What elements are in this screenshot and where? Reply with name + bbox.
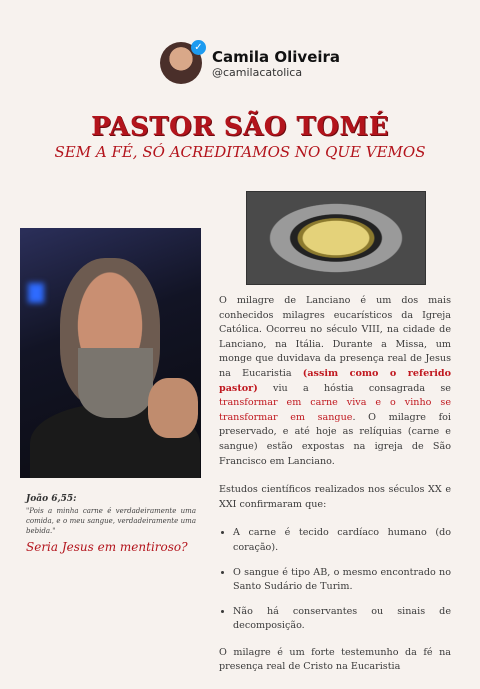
text-span: . O milagre foi preservado, e até hoje as relíquias (carne e sangue) estão expostas na igreja de São Francisco em Lanciano.: [219, 411, 451, 467]
photo-beard: [78, 348, 153, 418]
verified-icon: ✓: [191, 40, 206, 55]
page-title: PASTOR SÃO TOMÉ: [90, 112, 389, 142]
profile-handle[interactable]: @camilacatolica: [212, 65, 303, 79]
pastor-photo: [20, 228, 201, 478]
profile-name[interactable]: Camila Oliveira: [212, 47, 341, 66]
list-item: • A carne é tecido cardíaco humano (do coração).: [233, 526, 451, 555]
highlight-text: (assim como o referido pastor): [219, 367, 451, 394]
profile-header: [160, 42, 340, 84]
findings-list: [219, 526, 451, 634]
relic-image: [246, 191, 426, 285]
highlight-text: transformar em carne viva e o vinho se transformar em sangue: [219, 397, 451, 423]
text-span: viu a hóstia consagrada se: [257, 382, 451, 394]
article-paragraph-1: [219, 294, 451, 469]
avatar[interactable]: [160, 42, 202, 84]
list-item: • Não há conservantes ou sinais de decomposição.: [233, 605, 451, 634]
quote-reference: João 6,55:: [26, 494, 77, 504]
text-span: O milagre de Lanciano é um dos mais conhecidos milagres eucarísticos da Igreja Católica. Ocorreu no século VIII, na cidade de Lanciano, na Itália. Durante a Missa, um monge que duvidava da presença real de Jesus na Eucaristia: [219, 295, 451, 379]
article-paragraph-3: O milagre é um forte testemunho da fé na presença real de Cristo na Eucaristia: [219, 646, 451, 673]
light-decoration: [28, 283, 44, 303]
bible-quote: [26, 494, 196, 554]
quote-text: "Pois a minha carne é verdadeiramente uma comida, e o meu sangue, verdadeiramente uma bebida.": [26, 507, 196, 535]
article-body: [219, 294, 451, 689]
article-paragraph-2: Estudos científicos realizados nos séculos XX e XXI confirmaram que:: [219, 484, 451, 510]
quote-question: Seria Jesus em mentiroso?: [26, 540, 188, 554]
page-subtitle: SEM A FÉ, SÓ ACREDITAMOS NO QUE VEMOS: [54, 143, 426, 161]
list-item: • O sangue é tipo AB, o mesmo encontrado no Santo Sudário de Turim.: [233, 566, 451, 595]
photo-hand: [148, 378, 198, 438]
